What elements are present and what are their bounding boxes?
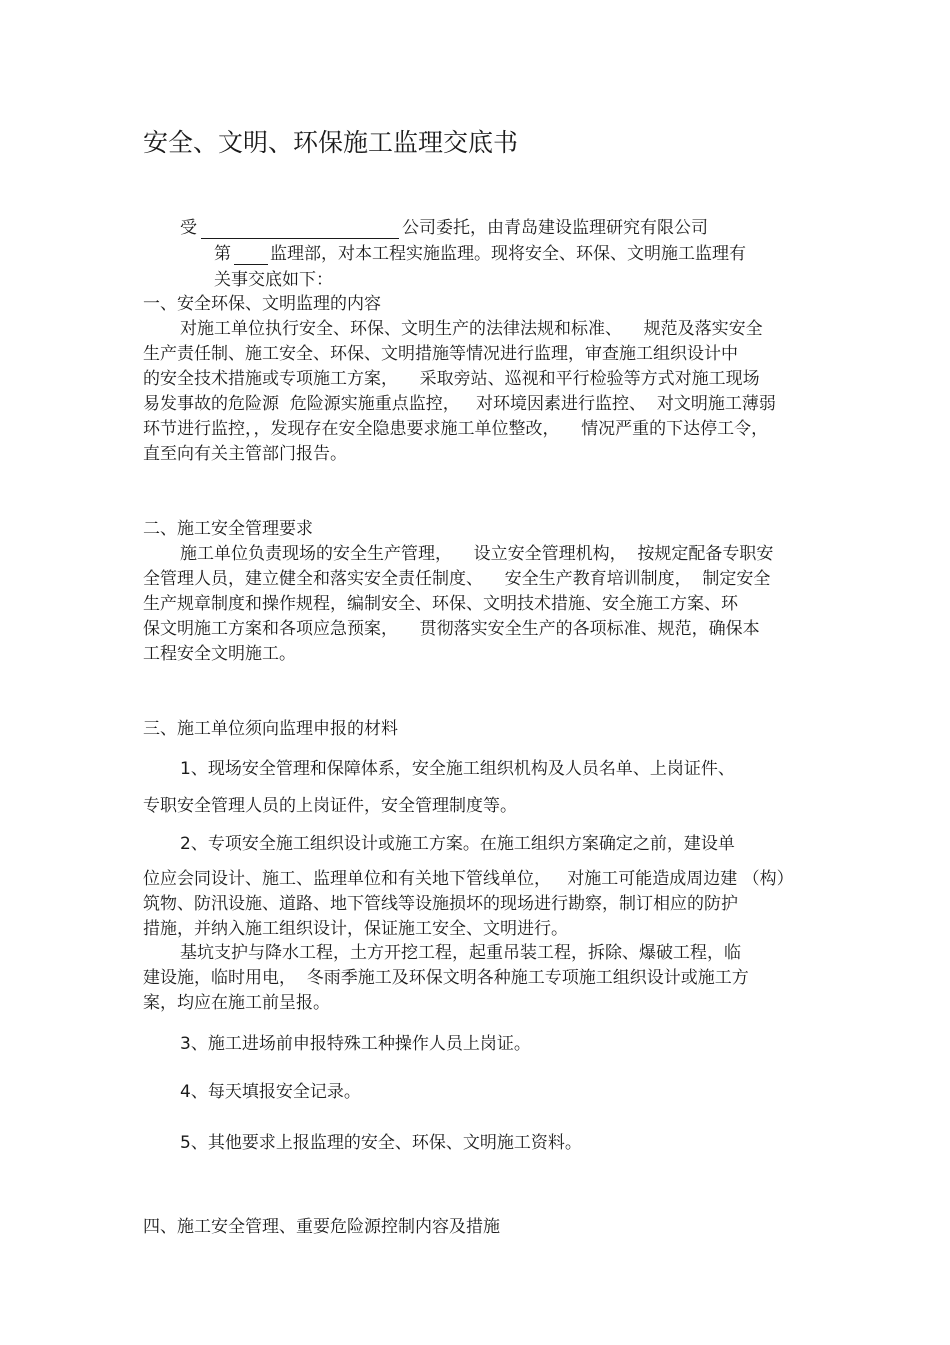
- list-item-continuation: 位应会同设计、施工、监理单位和有关地下管线单位， 对施工可能造成周边建 （构）: [143, 869, 794, 889]
- paragraph-line: 基坑支护与降水工程，土方开挖工程，起重吊装工程，拆除、爆破工程，临: [180, 943, 741, 963]
- document-title: 安全、文明、环保施工监理交底书: [143, 128, 519, 157]
- paragraph-line: 生产规章制度和操作规程，编制安全、环保、文明技术措施、安全施工方案、环: [143, 594, 738, 614]
- list-item: 5、其他要求上报监理的安全、环保、文明施工资料。: [180, 1133, 582, 1153]
- list-item-continuation: 措施，并纳入施工组织设计，保证施工安全、文明进行。: [143, 919, 568, 939]
- paragraph-line: 全管理人员，建立健全和落实安全责任制度、 安全生产教育培训制度， 制定安全: [143, 569, 771, 589]
- company-blank: [201, 238, 399, 239]
- list-item-continuation: 专职安全管理人员的上岗证件，安全管理制度等。: [143, 796, 517, 816]
- section-heading: 四、施工安全管理、重要危险源控制内容及措施: [143, 1217, 500, 1237]
- intro-text: 公司委托，由青岛建设监理研究有限公司: [402, 218, 708, 238]
- list-item: 1、现场安全管理和保障体系，安全施工组织机构及人员名单、上岗证件、: [180, 759, 735, 779]
- paragraph-line: 环节进行监控，，发现存在安全隐患要求施工单位整改， 情况严重的下达停工令，: [143, 419, 769, 439]
- list-item: 2、专项安全施工组织设计或施工方案。在施工组织方案确定之前，建设单: [180, 834, 735, 854]
- section-heading: 一、安全环保、文明监理的内容: [143, 294, 381, 314]
- list-item: 3、施工进场前申报特殊工种操作人员上岗证。: [180, 1034, 531, 1054]
- paragraph-line: 的安全技术措施或专项施工方案， 采取旁站、巡视和平行检验等方式对施工现场: [143, 369, 760, 389]
- paragraph-line: 建设施，临时用电， 冬雨季施工及环保文明各种施工专项施工组织设计或施工方: [143, 968, 749, 988]
- paragraph-line: 生产责任制、施工安全、环保、文明措施等情况进行监理，审查施工组织设计中: [143, 344, 738, 364]
- intro-text: 监理部，对本工程实施监理。现将安全、环保、文明施工监理有: [270, 244, 746, 264]
- department-blank: [234, 264, 268, 265]
- paragraph-line: 易发事故的危险源 危险源实施重点监控， 对环境因素进行监控、 对文明施工薄弱: [143, 394, 776, 414]
- paragraph-line: 施工单位负责现场的安全生产管理， 设立安全管理机构， 按规定配备专职安: [180, 544, 774, 564]
- section-heading: 二、施工安全管理要求: [143, 519, 313, 539]
- list-item-continuation: 筑物、防汛设施、道路、地下管线等设施损坏的现场进行勘察，制订相应的防护: [143, 894, 738, 914]
- intro-text: 关事交底如下：: [214, 270, 333, 290]
- paragraph-line: 工程安全文明施工。: [143, 644, 296, 664]
- paragraph-line: 直至向有关主管部门报告。: [143, 444, 347, 464]
- list-item: 4、每天填报安全记录。: [180, 1082, 361, 1102]
- paragraph-line: 案，均应在施工前呈报。: [143, 993, 330, 1013]
- intro-text: 受: [180, 218, 197, 238]
- paragraph-line: 对施工单位执行安全、环保、文明生产的法律法规和标准、 规范及落实安全: [180, 319, 763, 339]
- intro-text: 第: [214, 244, 231, 264]
- paragraph-line: 保文明施工方案和各项应急预案， 贯彻落实安全生产的各项标准、规范，确保本: [143, 619, 760, 639]
- section-heading: 三、施工单位须向监理申报的材料: [143, 719, 398, 739]
